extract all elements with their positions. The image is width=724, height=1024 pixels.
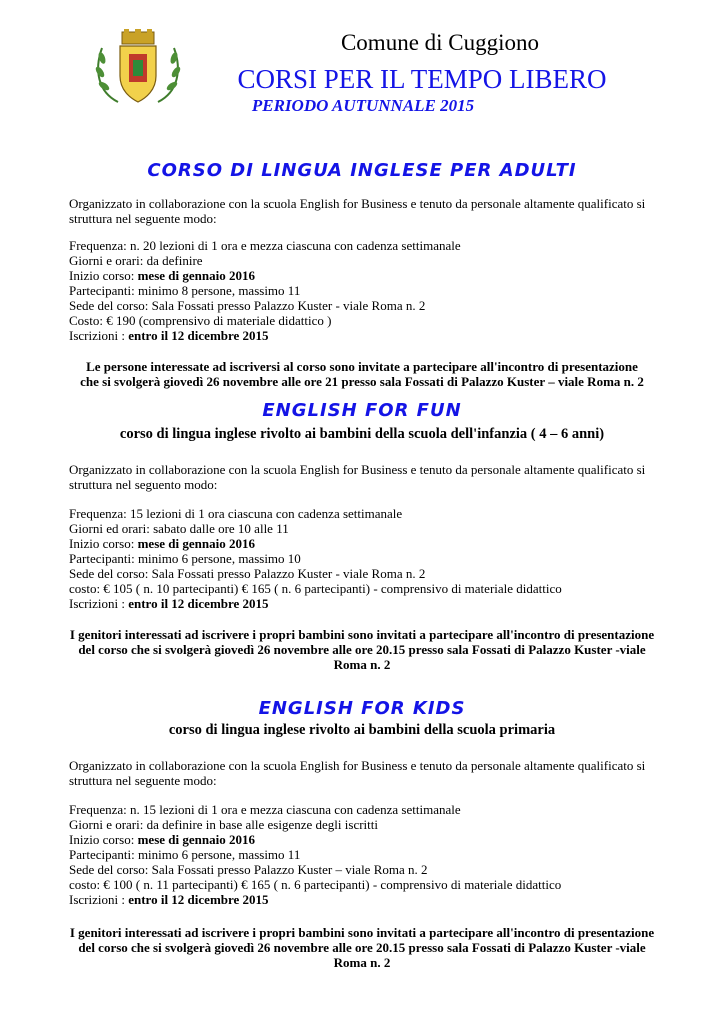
course2-inizio: Inizio corso: mese di gennaio 2016 xyxy=(69,536,255,551)
course3-partecipanti: Partecipanti: minimo 6 persone, massimo 11 xyxy=(69,847,301,862)
course3-costo: costo: € 100 ( n. 11 partecipanti) € 165 ( n. 6 partecipanti) - comprensivo di materiale didattico xyxy=(69,877,562,892)
municipality-name: Comune di Cuggiono xyxy=(340,30,540,55)
course3-frequenza: Frequenza: n. 15 lezioni di 1 ora e mezza ciascuna con cadenza settimanale xyxy=(69,802,461,817)
course3-title: ENGLISH FOR KIDS xyxy=(258,698,466,719)
period-subtitle: PERIODO AUTUNNALE 2015 xyxy=(251,96,475,115)
course1-inizio: Inizio corso: mese di gennaio 2016 xyxy=(69,268,255,283)
course2-details xyxy=(69,506,669,611)
course1-title: CORSO DI LINGUA INGLESE PER ADULTI xyxy=(147,160,577,181)
course3-details xyxy=(69,802,669,907)
course2-title: ENGLISH FOR FUN xyxy=(262,400,462,421)
course2-intro: Organizzato in collaborazione con la scuola English for Business e tenuto da personale altamente qualificato si struttura nel seguento modo: xyxy=(69,462,646,492)
course1-iscrizioni: Iscrizioni : entro il 12 dicembre 2015 xyxy=(69,328,269,343)
municipal-crest-icon xyxy=(88,28,188,110)
course1-costo: Costo: € 190 (comprensivo di materiale didattico ) xyxy=(69,313,332,328)
course2-iscrizioni: Iscrizioni : entro il 12 dicembre 2015 xyxy=(69,596,269,611)
course1-frequenza: Frequenza: n. 20 lezioni di 1 ora e mezza ciascuna con cadenza settimanale xyxy=(69,238,461,253)
course2-partecipanti: Partecipanti: minimo 6 persone, massimo 10 xyxy=(69,551,301,566)
course1-intro: Organizzato in collaborazione con la scuola English for Business e tenuto da personale altamente qualificato si struttura nel seguente modo: xyxy=(69,196,646,226)
course2-subtitle: corso di lingua inglese rivolto ai bambini della scuola dell'infanzia ( 4 – 6 anni) xyxy=(119,426,605,442)
course2-presentation-note: I genitori interessati ad iscrivere i propri bambini sono invitati a partecipare all'incontro di presentazione del corso che si svolgerà giovedì 26 novembre alle ore 20.15 presso sala Fossati di Palazzo Kuster -viale Roma n. 2 xyxy=(69,627,655,672)
course1-giorni: Giorni e orari: da definire xyxy=(69,253,203,268)
document-title: CORSI PER IL TEMPO LIBERO xyxy=(237,64,607,94)
course3-presentation-note: I genitori interessati ad iscrivere i propri bambini sono invitati a partecipare all'incontro di presentazione del corso che si svolgerà giovedì 26 novembre alle ore 20.15 presso sala Fossati di Palazzo Kuster -viale Roma n. 2 xyxy=(69,925,655,970)
course3-inizio: Inizio corso: mese di gennaio 2016 xyxy=(69,832,255,847)
course2-costo: costo: € 105 ( n. 10 partecipanti) € 165 ( n. 6 partecipanti) - comprensivo di materiale didattico xyxy=(69,581,562,596)
course3-sede: Sede del corso: Sala Fossati presso Palazzo Kuster – viale Roma n. 2 xyxy=(69,862,428,877)
course1-sede: Sede del corso: Sala Fossati presso Palazzo Kuster - viale Roma n. 2 xyxy=(69,298,426,313)
course1-partecipanti: Partecipanti: minimo 8 persone, massimo 11 xyxy=(69,283,301,298)
course1-presentation-note: Le persone interessate ad iscriversi al corso sono invitate a partecipare all'incontro di presentazione che si svolgerà giovedì 26 novembre alle ore 21 presso sala Fossati di Palazzo Kuster – viale Roma n. 2 xyxy=(80,359,644,389)
course3-giorni: Giorni e orari: da definire in base alle esigenze degli iscritti xyxy=(69,817,378,832)
course2-sede: Sede del corso: Sala Fossati presso Palazzo Kuster - viale Roma n. 2 xyxy=(69,566,426,581)
course3-subtitle: corso di lingua inglese rivolto ai bambini della scuola primaria xyxy=(168,722,556,738)
course1-details xyxy=(69,238,669,343)
course2-frequenza: Frequenza: 15 lezioni di 1 ora ciascuna con cadenza settimanale xyxy=(69,506,403,521)
course3-iscrizioni: Iscrizioni : entro il 12 dicembre 2015 xyxy=(69,892,269,907)
course2-giorni: Giorni ed orari: sabato dalle ore 10 alle 11 xyxy=(69,521,289,536)
course3-intro: Organizzato in collaborazione con la scuola English for Business e tenuto da personale altamente qualificato si struttura nel seguente modo: xyxy=(69,758,646,788)
